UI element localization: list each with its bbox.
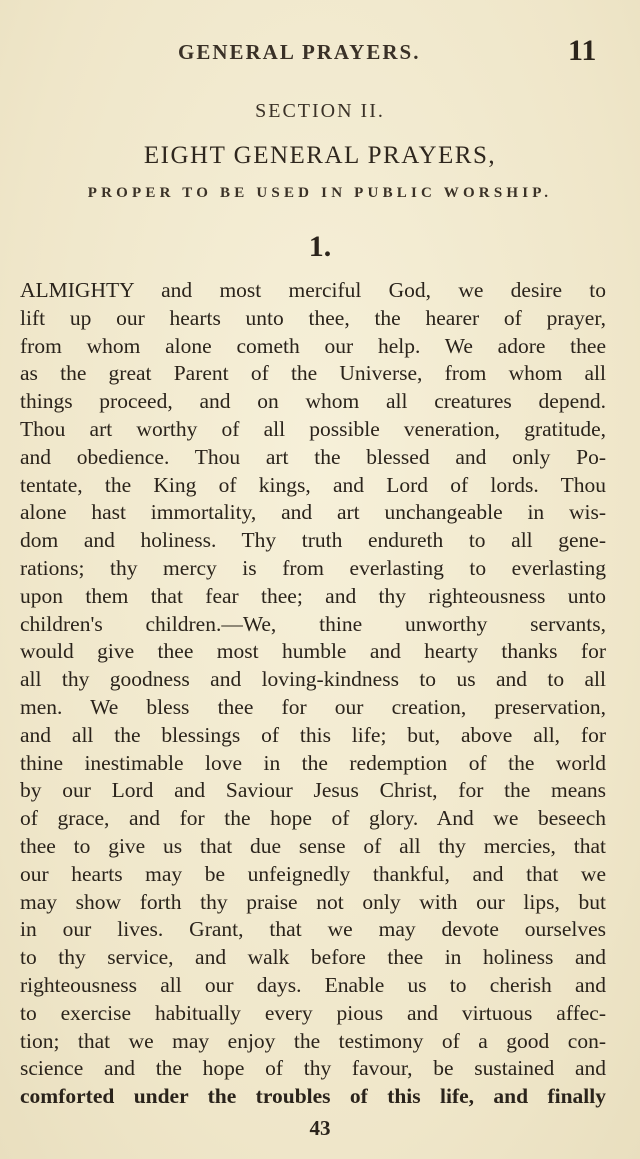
text-line: all thy goodness and loving-kindness to us and to all [20,667,606,692]
text-line: may show forth thy praise not only with our lips, but [20,889,606,914]
text-line: from whom alone cometh our help. We adore thee [20,333,606,358]
text-line: science and the hope of thy favour, be sustained and [20,1056,606,1081]
running-title: GENERAL PRAYERS. [178,40,421,64]
text-line: thine inestimable love in the redemption of the world [20,750,606,775]
text-line: as the great Parent of the Universe, from whom all [20,361,606,386]
section-label: SECTION II. [255,100,385,122]
text-line: comforted under the troubles of this life, and finally [20,1084,606,1109]
prayer-number: 1. [308,230,332,263]
text-line: and obedience. Thou art the blessed and only Po- [20,444,606,469]
text-line: our hearts may be unfeignedly thankful, and that we [20,861,606,886]
section-title: EIGHT GENERAL PRAYERS, [143,142,497,169]
running-header [0,36,640,70]
text-line: rations; thy mercy is from everlasting to everlasting [20,555,606,580]
text-line: to exercise habitually every pious and virtuous affec- [20,1000,606,1025]
text-line: ALMIGHTY and most merciful God, we desire to [20,278,606,302]
footer-page-number: 43 [309,1116,331,1140]
text-line: alone hast immortality, and art unchangeable in wis- [20,500,606,525]
section-subtitle: PROPER TO BE USED IN PUBLIC WORSHIP. [87,185,553,201]
text-line: children's children.—We, thine unworthy servants, [20,611,606,636]
text-line: of grace, and for the hope of glory. And we beseech [20,806,606,831]
text-line: upon them that fear thee; and thy righteousness unto [20,583,606,608]
text-line: and all the blessings of this life; but, above all, for [20,722,606,747]
text-line: Thou art worthy of all possible veneration, gratitude, [20,416,606,441]
text-line: righteousness all our days. Enable us to cherish and [20,972,606,997]
text-line: things proceed, and on whom all creatures depend. [20,389,606,414]
text-line: dom and holiness. Thy truth endureth to all gene- [20,528,606,553]
text-line: by our Lord and Saviour Jesus Christ, for the means [20,778,606,803]
text-line: men. We bless thee for our creation, preservation, [20,694,606,719]
text-line: to thy service, and walk before thee in holiness and [20,945,606,970]
text-line: would give thee most humble and hearty thanks for [20,639,606,664]
text-line: tion; that we may enjoy the testimony of a good con- [20,1028,606,1053]
header-page-number: 11 [568,34,597,67]
text-line: in our lives. Grant, that we may devote ourselves [20,917,606,942]
text-line: thee to give us that due sense of all thy mercies, that [20,833,606,858]
text-line: tentate, the King of kings, and Lord of lords. Thou [20,472,606,497]
prayer-body [20,277,606,1111]
text-line: lift up our hearts unto thee, the hearer of prayer, [20,305,606,330]
